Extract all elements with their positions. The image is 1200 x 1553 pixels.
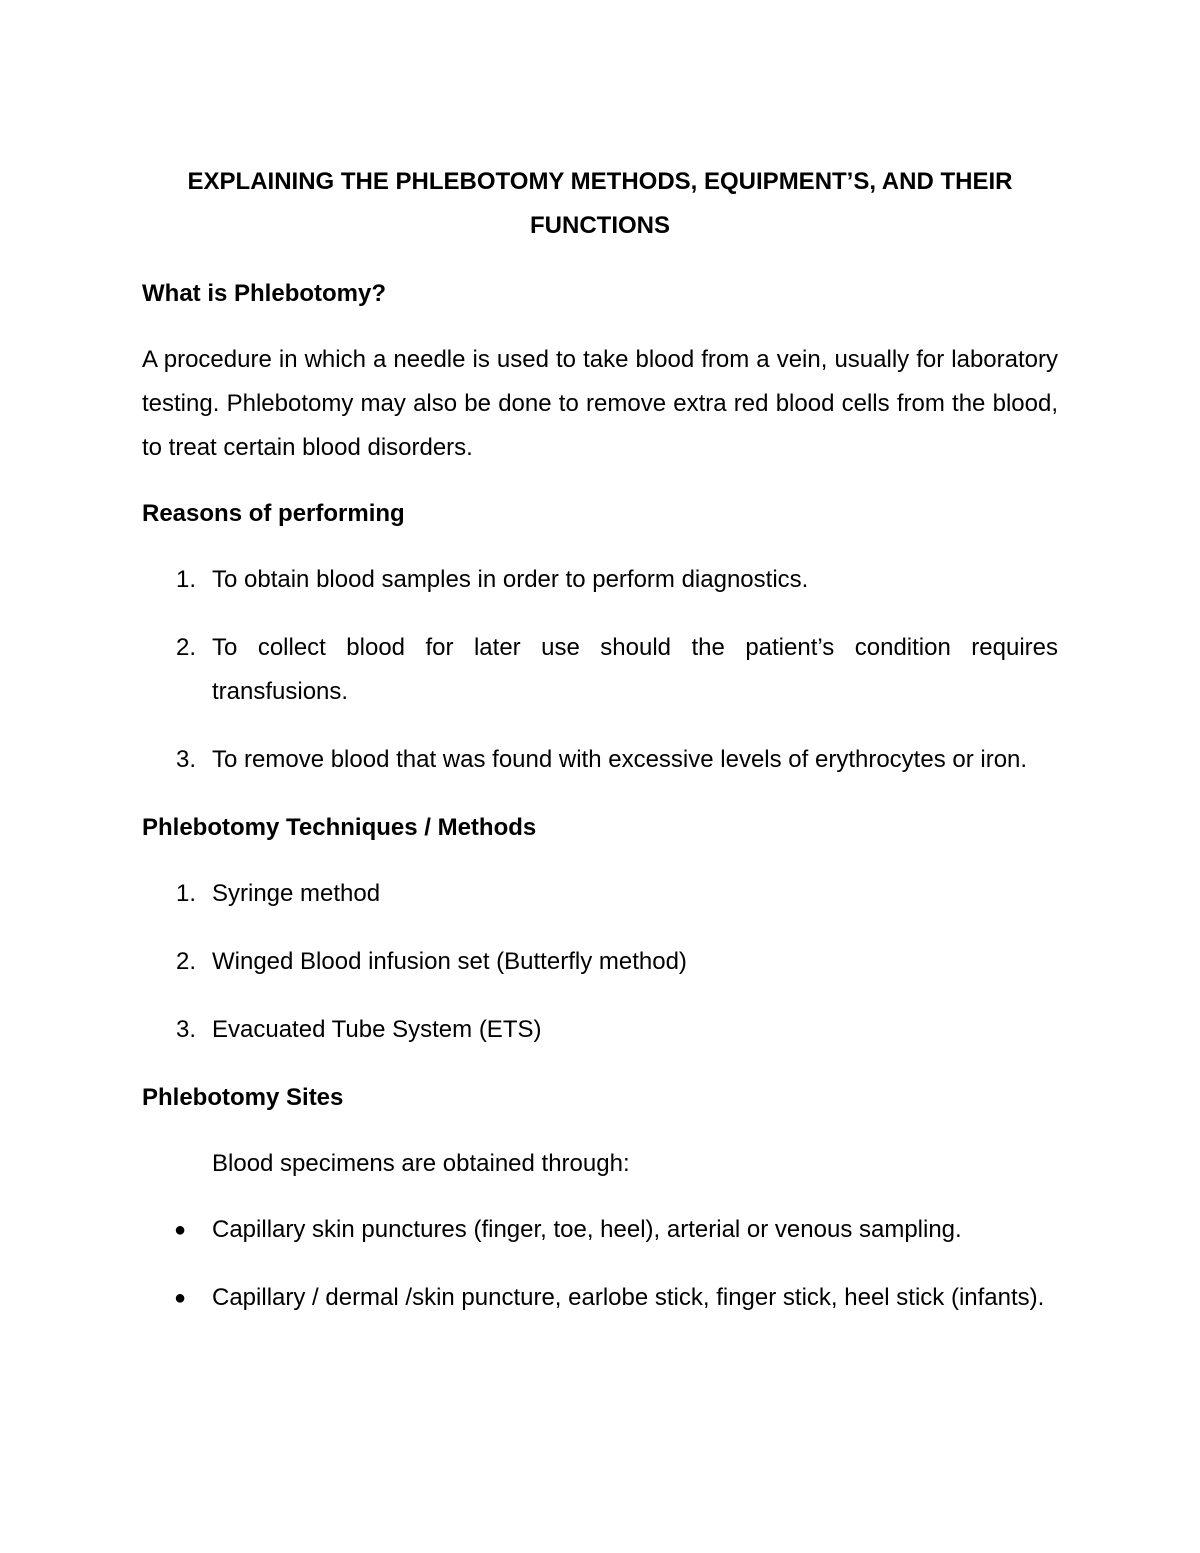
heading-sites: Phlebotomy Sites: [142, 1084, 344, 1111]
list-item: [142, 1008, 1058, 1052]
list-item-text: To remove blood that was found with excessive levels of erythrocytes or iron.: [212, 746, 1028, 773]
list-number: 2.: [176, 948, 197, 975]
list-item: [142, 872, 1058, 916]
list-item: [142, 738, 1058, 782]
list-item-text: Syringe method: [212, 880, 381, 907]
list-number: 3.: [176, 1016, 197, 1043]
heading-techniques: Phlebotomy Techniques / Methods: [142, 814, 537, 841]
list-item: [142, 558, 1058, 602]
reasons-list: [142, 558, 1058, 782]
paragraph-definition: A procedure in which a needle is used to take blood from a vein, usually for laboratory testing. Phlebotomy may also be done to remove extra red blood cells from the blood, to treat certain blood disorders.: [142, 346, 1058, 461]
list-item-text: Capillary / dermal /skin puncture, earlobe stick, finger stick, heel stick (infants).: [212, 1284, 1045, 1311]
bullet-icon: ●: [174, 1287, 187, 1309]
list-item-text: To obtain blood samples in order to perform diagnostics.: [212, 566, 809, 593]
list-number: 2.: [176, 634, 197, 661]
list-item-text: To collect blood for later use should the patient’s condition requires transfusions.: [212, 634, 1058, 705]
techniques-list: [142, 872, 1058, 1052]
list-number: 1.: [176, 880, 197, 907]
sites-intro: Blood specimens are obtained through:: [212, 1150, 630, 1177]
document-title: EXPLAINING THE PHLEBOTOMY METHODS, EQUIPMENT’S, AND THEIR FUNCTIONS: [187, 168, 1013, 239]
heading-reasons: Reasons of performing: [142, 500, 405, 527]
list-item: [142, 940, 1058, 984]
document-page: [142, 160, 1058, 1344]
list-item-text: Capillary skin punctures (finger, toe, heel), arterial or venous sampling.: [212, 1216, 962, 1243]
list-item-text: Evacuated Tube System (ETS): [212, 1016, 542, 1043]
bullet-icon: ●: [174, 1219, 187, 1241]
list-item: [142, 1208, 1058, 1252]
list-number: 1.: [176, 566, 197, 593]
list-item: [142, 1276, 1058, 1320]
list-item-text: Winged Blood infusion set (Butterfly method): [212, 948, 687, 975]
list-item: [142, 626, 1058, 714]
heading-what-is-phlebotomy: What is Phlebotomy?: [142, 280, 387, 307]
sites-bullet-list: [142, 1208, 1058, 1320]
list-number: 3.: [176, 746, 197, 773]
